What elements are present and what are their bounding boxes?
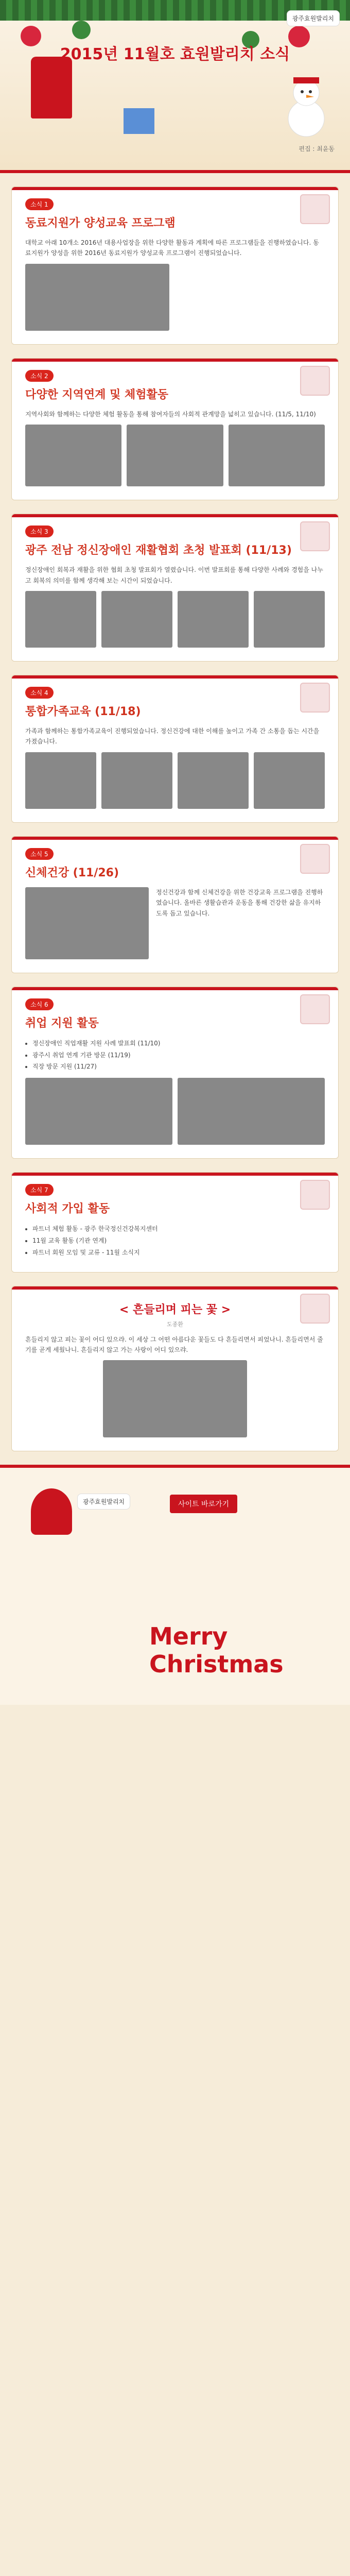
footer-org: 광주효원발리치 [77, 1494, 130, 1510]
photo [254, 591, 325, 648]
list-item: • 파트너 체험 활동 - 광주 한국정신건강복지센터 [32, 1223, 325, 1235]
snowman-illustration [283, 72, 329, 139]
section-6 [11, 987, 339, 1159]
section-title: 동료지원가 양성교육 프로그램 [25, 217, 176, 230]
photo [103, 1360, 247, 1437]
list-item: • 파트너 회원 모임 및 교류 - 11월 소식지 [32, 1247, 325, 1259]
quote-author: 도종환 [167, 1320, 183, 1328]
section-title: 다양한 지역연계 및 체험활동 [25, 388, 169, 401]
org-badge: 광주효원발리치 [287, 10, 340, 26]
ornament-green [72, 21, 91, 39]
section-title: 신체건강 (11/26) [25, 866, 119, 879]
section-4 [11, 675, 339, 823]
section-icon [300, 683, 330, 713]
section-1 [11, 187, 339, 345]
merry-christmas-text: Merry Christmas [149, 1622, 284, 1679]
section-tag: 소식 4 [25, 687, 54, 699]
section-title: 취업 지원 활동 [25, 1016, 99, 1030]
photo [25, 752, 96, 809]
photo [101, 591, 172, 648]
section-text: 가족과 함께하는 통합가족교육이 진행되었습니다. 정신건강에 대한 이해를 높이고 가족 간 소통을 돕는 시간을 가졌습니다. [25, 727, 320, 745]
photo [25, 591, 96, 648]
section-icon [300, 366, 330, 396]
section-tag: 소식 3 [25, 526, 54, 537]
quote-section [11, 1286, 339, 1452]
section-icon [300, 1294, 330, 1324]
photo [178, 591, 249, 648]
photo [101, 752, 172, 809]
list-item: • 광주시 취업 연계 기관 방문 (11/19) [32, 1049, 325, 1061]
santa-illustration [31, 1488, 72, 1535]
photo [178, 752, 249, 809]
section-title: 사회적 가입 활동 [25, 1202, 110, 1216]
section-tag: 소식 6 [25, 998, 54, 1010]
photo-row [25, 752, 325, 809]
quote-title: < 흔들리며 피는 꽃 > [119, 1303, 231, 1316]
photo-row [25, 1078, 325, 1145]
header [0, 0, 350, 173]
photo [25, 887, 149, 959]
section-3 [11, 514, 339, 662]
section-icon [300, 521, 330, 551]
section-tag: 소식 2 [25, 370, 54, 382]
section-icon [300, 194, 330, 224]
section-tag: 소식 5 [25, 848, 54, 860]
section-2 [11, 358, 339, 500]
section-7 [11, 1172, 339, 1272]
editor-credit: 편집 : 최윤동 [299, 145, 335, 152]
section-icon [300, 1180, 330, 1210]
photo [25, 425, 121, 486]
photo [25, 1078, 172, 1145]
section-tag: 소식 7 [25, 1184, 54, 1196]
section-icon [300, 844, 330, 874]
site-link-button[interactable]: 사이트 바로가기 [170, 1495, 237, 1513]
activity-list [32, 1223, 325, 1258]
section-text: 지역사회와 함께하는 다양한 체험 활동을 통해 참여자들의 사회적 관계망을 넓히고 있습니다. (11/5, 11/10) [25, 410, 316, 418]
photo [254, 752, 325, 809]
photo-row [25, 425, 325, 486]
section-title: 광주 전남 정신장애인 재활협회 초청 발표회 (11/13) [25, 544, 292, 557]
footer [0, 1465, 350, 1705]
activity-list [32, 1038, 325, 1073]
photo-row [25, 591, 325, 648]
section-5 [11, 836, 339, 973]
section-text: 정신장애인 회복과 재활을 위한 협회 초청 발표회가 열렸습니다. 이번 발표회를 통해 다양한 사례와 경험을 나누고 회복의 의미를 함께 생각해 보는 시간이 되었습니다. [25, 566, 323, 584]
quote-text: 흔들리지 않고 피는 꽃이 어디 있으랴. 이 세상 그 어떤 아름다운 꽃들도 다 흔들리면서 피었나니. 흔들리면서 줄기를 곧게 세웠나니. 흔들리지 않고 가는 사랑이 어디 있으랴. [25, 1335, 323, 1353]
list-item: • 정신장애인 직업재활 지원 사례 발표회 (11/10) [32, 1038, 325, 1049]
gift-illustration [124, 108, 154, 134]
photo [127, 425, 223, 486]
list-item: • 직장 방문 지원 (11/27) [32, 1061, 325, 1073]
section-tag: 소식 1 [25, 198, 54, 210]
list-item: • 11월 교육 활동 (기관 연계) [32, 1235, 325, 1247]
photo [178, 1078, 325, 1145]
section-icon [300, 994, 330, 1024]
photo [229, 425, 325, 486]
lantern-illustration [31, 57, 72, 118]
section-title: 통합가족교육 (11/18) [25, 705, 141, 718]
photo [25, 264, 169, 331]
section-text: 정신건강과 함께 신체건강을 위한 건강교육 프로그램을 진행하였습니다. 올바른 생활습관과 운동을 통해 건강한 삶을 유지하도록 돕고 있습니다. [156, 888, 323, 917]
section-text: 대학교 아래 10개소 2016년 대용사업장을 위한 다양한 활동과 계획에 따른 프로그램들을 진행하였습니다. 동료지원가 양성을 위한 2016년 동료지원가 양성교육 프로그램이 진행되었습니다. [25, 239, 319, 257]
page-title: 2015년 11월호 효원발리치 소식 [60, 45, 290, 63]
photo-row [25, 1360, 325, 1437]
